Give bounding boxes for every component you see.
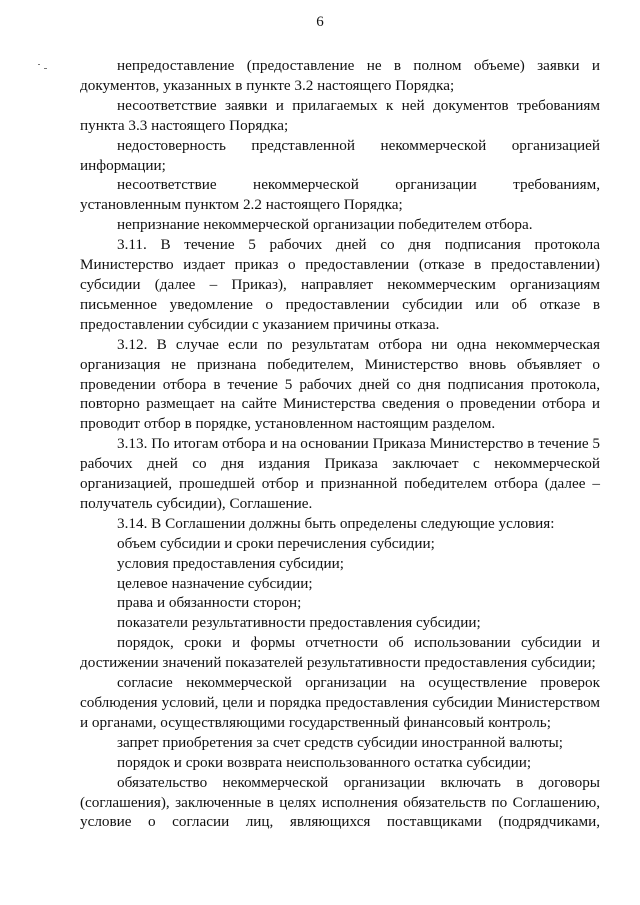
page-number: 6	[316, 14, 324, 30]
scan-speck	[44, 68, 47, 69]
document-body	[80, 56, 600, 832]
paragraph-3-14: 3.14. В Соглашении должны быть определены следующие условия:	[117, 514, 555, 532]
paragraph: несоответствие некоммерческой организации требованиям, установленным пунктом 2.2 настоящего Порядка;	[80, 176, 600, 214]
list-item: условия предоставления субсидии;	[117, 554, 344, 572]
list-item: порядок и сроки возврата неиспользованного остатка субсидии;	[117, 753, 532, 771]
paragraph-3-11: 3.11. В течение 5 рабочих дней со дня подписания протокола Министерство издает приказ о предоставлении (отказе в предоставлении) субсидии (далее – Приказ), направляет некоммерческим организациям письменное уведомление о предоставлении субсидии или об отказе в предоставлении субсидии с указанием причины отказа.	[80, 236, 600, 333]
list-item: объем субсидии и сроки перечисления субсидии;	[117, 534, 435, 552]
paragraph-3-12: 3.12. В случае если по результатам отбора ни одна некоммерческая организация не признана победителем, Министерство вновь объявляет о проведении отбора в течение 5 рабочих дней со дня подписания протокола, повторно размещает на сайте Министерства сведения о проведении отбора и проводит отбор в порядке, установленном настоящим разделом.	[80, 335, 600, 433]
paragraph-3-13: 3.13. По итогам отбора и на основании Приказа Министерство в течение 5 рабочих дней со дня издания Приказа заключает с некоммерческой организацией, прошедшей отбор и признанной победителем отбора (далее – получатель субсидии), Соглашение.	[80, 435, 600, 512]
list-item: согласие некоммерческой организации на осуществление проверок соблюдения условий, цели и порядка предоставления субсидии Министерством и органами, осуществляющими государственный финансовый контроль;	[80, 674, 600, 731]
scan-speck	[38, 64, 40, 65]
paragraph: непредоставление (предоставление не в полном объеме) заявки и документов, указанных в пункте 3.2 настоящего Порядка;	[80, 57, 600, 94]
list-item: целевое назначение субсидии;	[117, 574, 313, 592]
list-item: запрет приобретения за счет средств субсидии иностранной валюты;	[117, 733, 563, 751]
paragraph: недостоверность представленной некоммерческой организацией информации;	[80, 136, 600, 174]
list-item: обязательство некоммерческой организации включать в договоры (соглашения), заключенные в целях исполнения обязательств по Соглашению, условие о согласии лиц, являющихся поставщиками (подрядчиками,	[80, 773, 600, 831]
list-item: права и обязанности сторон;	[117, 594, 302, 612]
list-item: порядок, сроки и формы отчетности об использовании субсидии и достижении значений показателей результативности предоставления субсидии;	[80, 634, 600, 672]
paragraph: непризнание некоммерческой организации победителем отбора.	[117, 216, 533, 234]
list-item: показатели результативности предоставления субсидии;	[117, 614, 481, 632]
paragraph: несоответствие заявки и прилагаемых к ней документов требованиям пункта 3.3 настоящего Порядка;	[80, 96, 600, 134]
